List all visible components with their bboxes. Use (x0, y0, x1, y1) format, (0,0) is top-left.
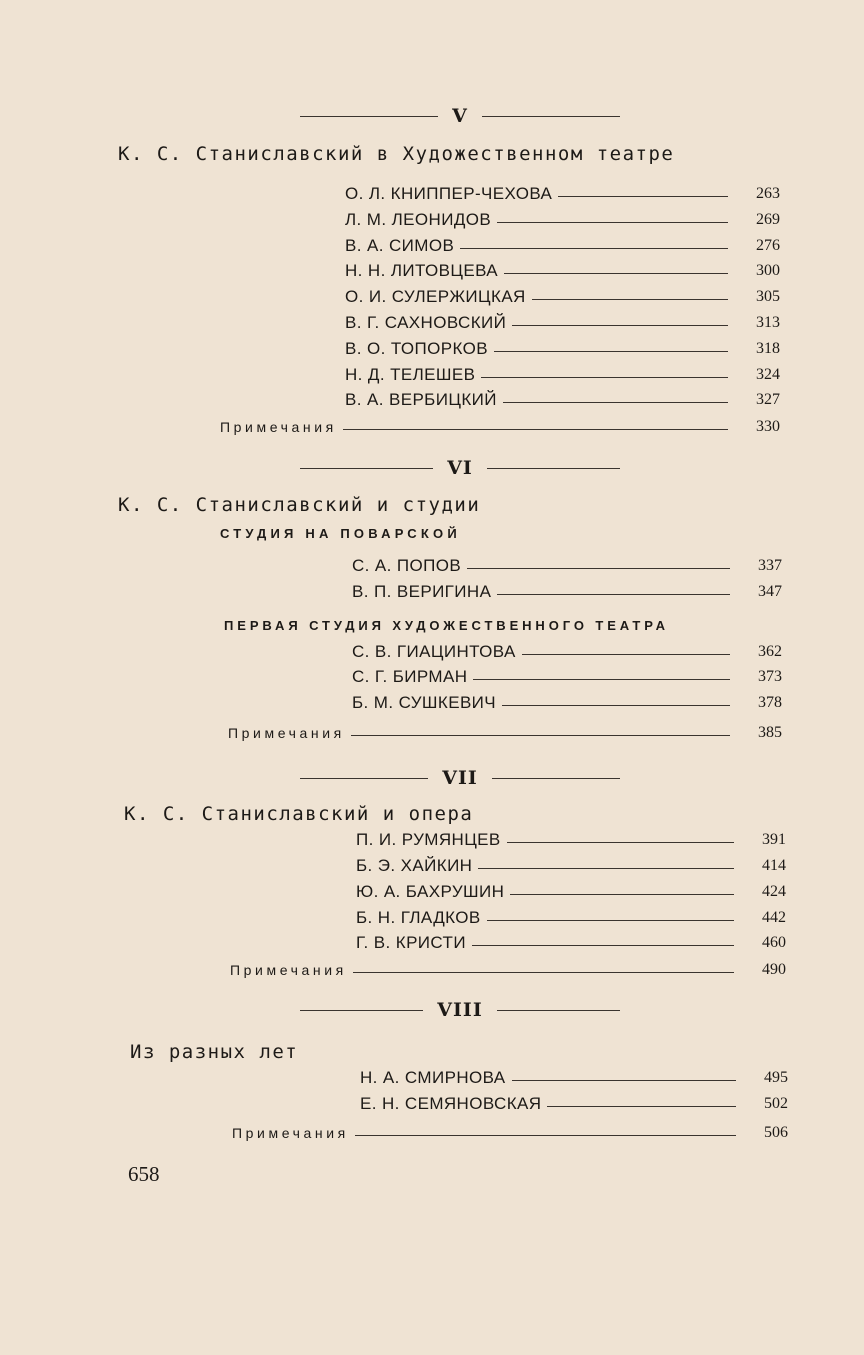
part-numeral: VII (442, 767, 478, 789)
part-heading-vi (300, 456, 620, 480)
dot-leader (502, 705, 730, 706)
toc-entry[interactable] (345, 235, 780, 257)
entry-author: Н. Д. ТЕЛЕШЕВ (345, 365, 476, 384)
toc-entry[interactable] (352, 581, 782, 603)
dot-leader (351, 735, 730, 736)
entry-author: Б. Э. ХАЙКИН (356, 856, 473, 875)
toc-entry[interactable] (360, 1093, 788, 1115)
part-numeral: VI (447, 457, 473, 479)
section-title: К. С. Станиславский и студии (118, 494, 481, 516)
toc-entry[interactable] (352, 641, 782, 663)
dot-leader (497, 222, 728, 223)
entry-page: 300 (756, 262, 780, 279)
dot-leader (510, 894, 734, 895)
toc-entry[interactable] (360, 1067, 788, 1089)
notes-entry[interactable] (232, 1122, 788, 1144)
entry-author: С. Г. БИРМАН (352, 667, 468, 686)
dot-leader (512, 1080, 736, 1081)
page-number: 658 (128, 1162, 160, 1186)
entry-author: В. Г. САХНОВСКИЙ (345, 313, 507, 332)
entry-page: 347 (758, 583, 782, 600)
entry-author: В. П. ВЕРИГИНА (352, 582, 492, 601)
dot-leader (512, 325, 728, 326)
toc-entry[interactable] (345, 312, 780, 334)
entry-author: Н. А. СМИРНОВА (360, 1068, 506, 1087)
notes-entry[interactable] (230, 959, 786, 981)
section-title: К. С. Станиславский и опера (124, 803, 474, 825)
toc-entry[interactable] (345, 338, 780, 360)
entry-page: 506 (764, 1124, 788, 1141)
entry-author: Г. В. КРИСТИ (356, 933, 466, 952)
entry-author: Ю. А. БАХРУШИН (356, 882, 505, 901)
entry-page: 490 (762, 961, 786, 978)
notes-label: Примечания (228, 725, 345, 741)
dot-leader (558, 196, 728, 197)
entry-page: 324 (756, 366, 780, 383)
entry-page: 378 (758, 694, 782, 711)
toc-entry[interactable] (345, 209, 780, 231)
rule (497, 1010, 620, 1011)
section-title: Из разных лет (130, 1041, 299, 1063)
entry-page: 362 (758, 643, 782, 660)
rule (300, 778, 428, 779)
toc-entry[interactable] (345, 260, 780, 282)
notes-entry[interactable] (228, 722, 782, 744)
entry-author: В. О. ТОПОРКОВ (345, 339, 488, 358)
entry-page: 318 (756, 340, 780, 357)
toc-entry[interactable] (356, 907, 786, 929)
rule (482, 116, 620, 117)
entry-author: Е. Н. СЕМЯНОВСКАЯ (360, 1094, 542, 1113)
rule (300, 116, 438, 117)
dot-leader (353, 972, 734, 973)
toc-entry[interactable] (345, 364, 780, 386)
dot-leader (355, 1135, 736, 1136)
toc-entry[interactable] (345, 389, 780, 411)
dot-leader (504, 273, 728, 274)
entry-author: О. Л. КНИППЕР-ЧЕХОВА (345, 184, 553, 203)
dot-leader (547, 1106, 736, 1107)
dot-leader (494, 351, 728, 352)
dot-leader (472, 945, 734, 946)
dot-leader (503, 402, 728, 403)
entry-author: О. И. СУЛЕРЖИЦКАЯ (345, 287, 526, 306)
entry-author: Б. М. СУШКЕВИЧ (352, 693, 497, 712)
entry-author: С. В. ГИАЦИНТОВА (352, 642, 516, 661)
dot-leader (487, 920, 734, 921)
toc-entry[interactable] (356, 829, 786, 851)
entry-author: В. А. СИМОВ (345, 236, 455, 255)
part-numeral: V (452, 105, 468, 127)
toc-entry[interactable] (352, 666, 782, 688)
toc-entry[interactable] (352, 692, 782, 714)
toc-entry[interactable] (352, 555, 782, 577)
dot-leader (473, 679, 730, 680)
notes-entry[interactable] (220, 416, 780, 438)
entry-author: В. А. ВЕРБИЦКИЙ (345, 390, 497, 409)
entry-page: 305 (756, 288, 780, 305)
dot-leader (522, 654, 730, 655)
rule (300, 1010, 423, 1011)
entry-page: 391 (762, 831, 786, 848)
entry-page: 373 (758, 668, 782, 685)
entry-page: 495 (764, 1069, 788, 1086)
entry-page: 330 (756, 418, 780, 435)
entry-author: П. И. РУМЯНЦЕВ (356, 830, 501, 849)
part-heading-viii (300, 998, 620, 1022)
entry-page: 337 (758, 557, 782, 574)
entry-page: 424 (762, 883, 786, 900)
toc-entry[interactable] (356, 855, 786, 877)
entry-page: 313 (756, 314, 780, 331)
rule (487, 468, 620, 469)
entry-page: 502 (764, 1095, 788, 1112)
toc-entry[interactable] (356, 881, 786, 903)
dot-leader (343, 429, 728, 430)
dot-leader (481, 377, 728, 378)
entry-page: 442 (762, 909, 786, 926)
dot-leader (478, 868, 734, 869)
entry-page: 269 (756, 211, 780, 228)
entry-page: 327 (756, 391, 780, 408)
entry-page: 385 (758, 724, 782, 741)
rule (492, 778, 620, 779)
notes-label: Примечания (230, 962, 347, 978)
toc-entry[interactable] (356, 932, 786, 954)
part-numeral: VIII (437, 999, 483, 1021)
subsection-heading: СТУДИЯ НА ПОВАРСКОЙ (220, 526, 461, 541)
part-heading-vii (300, 766, 620, 790)
entry-page: 414 (762, 857, 786, 874)
notes-label: Примечания (232, 1125, 349, 1141)
subsection-heading: ПЕРВАЯ СТУДИЯ ХУДОЖЕСТВЕННОГО ТЕАТРА (224, 618, 669, 633)
dot-leader (467, 568, 730, 569)
dot-leader (507, 842, 734, 843)
entry-page: 263 (756, 185, 780, 202)
part-heading-v (300, 104, 620, 128)
notes-label: Примечания (220, 419, 337, 435)
entry-author: Л. М. ЛЕОНИДОВ (345, 210, 492, 229)
toc-entry[interactable] (345, 286, 780, 308)
entry-page: 276 (756, 237, 780, 254)
toc-entry[interactable] (345, 183, 780, 205)
section-title: К. С. Станиславский в Художественном театре (118, 143, 675, 165)
entry-author: С. А. ПОПОВ (352, 556, 462, 575)
entry-page: 460 (762, 934, 786, 951)
entry-author: Н. Н. ЛИТОВЦЕВА (345, 261, 499, 280)
dot-leader (497, 594, 730, 595)
rule (300, 468, 433, 469)
dot-leader (532, 299, 728, 300)
dot-leader (460, 248, 728, 249)
entry-author: Б. Н. ГЛАДКОВ (356, 908, 481, 927)
